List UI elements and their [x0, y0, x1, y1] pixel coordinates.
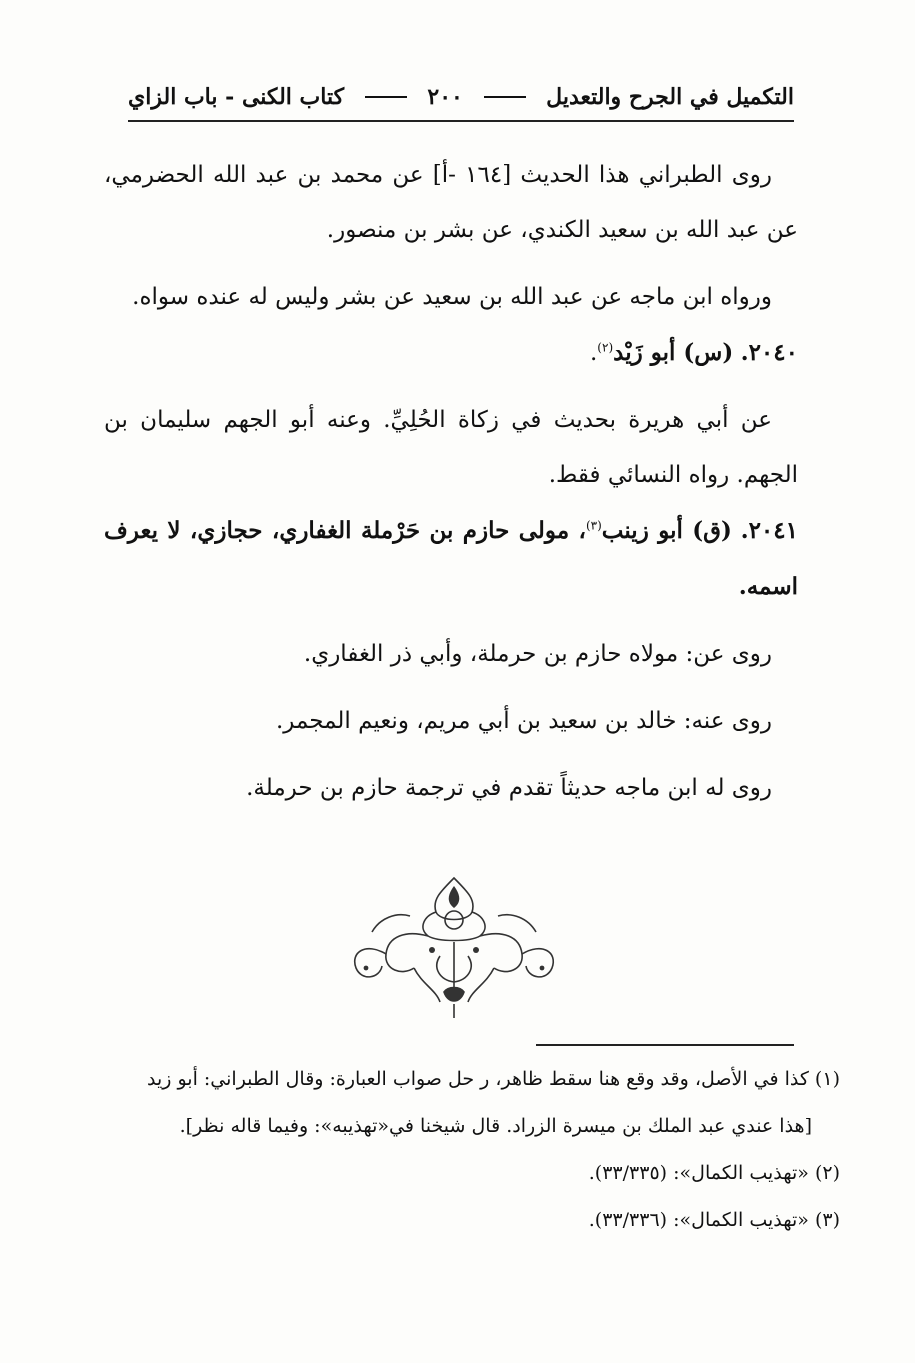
page-number: ٢٠٠ [427, 84, 463, 110]
entry-title: (ق) أبو زينب [601, 517, 732, 544]
entry-number: ٢٠٤٠. [740, 339, 798, 366]
spacer [104, 258, 798, 270]
entry-end: . [589, 340, 598, 366]
footnote-3: (٣) «تهذيب الكمال»: (٣٣/٣٣٦). [588, 1209, 840, 1231]
paragraph: روى الطبراني هذا الحديث [١٦٤ -أ] عن محمد بن عبد الله الحضرمي، عن عبد الله بن سعيد الكندي، عن بشر بن منصور. [104, 162, 798, 243]
paragraph: روى عن: مولاه حازم بن حرملة، وأبي ذر الغفاري. [303, 641, 772, 667]
spacer [104, 381, 798, 393]
main-text [104, 148, 798, 816]
spacer [104, 615, 798, 627]
header-dash [484, 96, 526, 98]
footnote-1-continued: [هذا عندي عبد الملك بن ميسرة الزراد. قال شيخنا في«تهذيبه»: وفيما قاله نظر]. [179, 1115, 812, 1137]
footnote-1: (١) كذا في الأصل، وقد وقع هنا سقط ظاهر، ر حل صواب العبارة: وقال الطبراني: أبو زيد [147, 1068, 840, 1090]
entry-2040 [104, 325, 798, 381]
footnote-ref: (٣) [585, 518, 602, 533]
decorative-ornament [336, 872, 572, 1020]
entry-2041 [104, 503, 798, 615]
running-header [128, 84, 794, 122]
footnote-2: (٢) «تهذيب الكمال»: (٣٣/٣٣٥). [588, 1162, 840, 1184]
header-section: كتاب الكنى - باب الزاي [128, 84, 345, 110]
entry-number: ٢٠٤١. [740, 517, 798, 544]
paragraph: روى له ابن ماجه حديثاً تقدم في ترجمة حازم بن حرملة. [246, 775, 772, 801]
spacer [104, 749, 798, 761]
footnotes [106, 1056, 840, 1244]
header-dash [365, 96, 407, 98]
paragraph: عن أبي هريرة بحديث في زكاة الحُلِيِّ. وعنه أبو الجهم سليمان بن الجهم. رواه النسائي فقط. [104, 407, 798, 488]
entry-description: ، مولى حازم بن حَرْملة الغفاري، حجازي، لا يعرف اسمه. [104, 517, 798, 600]
footnote-divider [536, 1044, 794, 1046]
paragraph: ورواه ابن ماجه عن عبد الله بن سعيد عن بشر وليس له عنده سواه. [132, 284, 772, 310]
entry-title: (س) أبو زَيْد [613, 339, 734, 366]
paragraph: روى عنه: خالد بن سعيد بن أبي مريم، ونعيم المجمر. [275, 708, 772, 734]
footnote-ref: (٢) [597, 340, 614, 355]
spacer [104, 682, 798, 694]
header-book-title: التكميل في الجرح والتعديل [546, 84, 794, 110]
